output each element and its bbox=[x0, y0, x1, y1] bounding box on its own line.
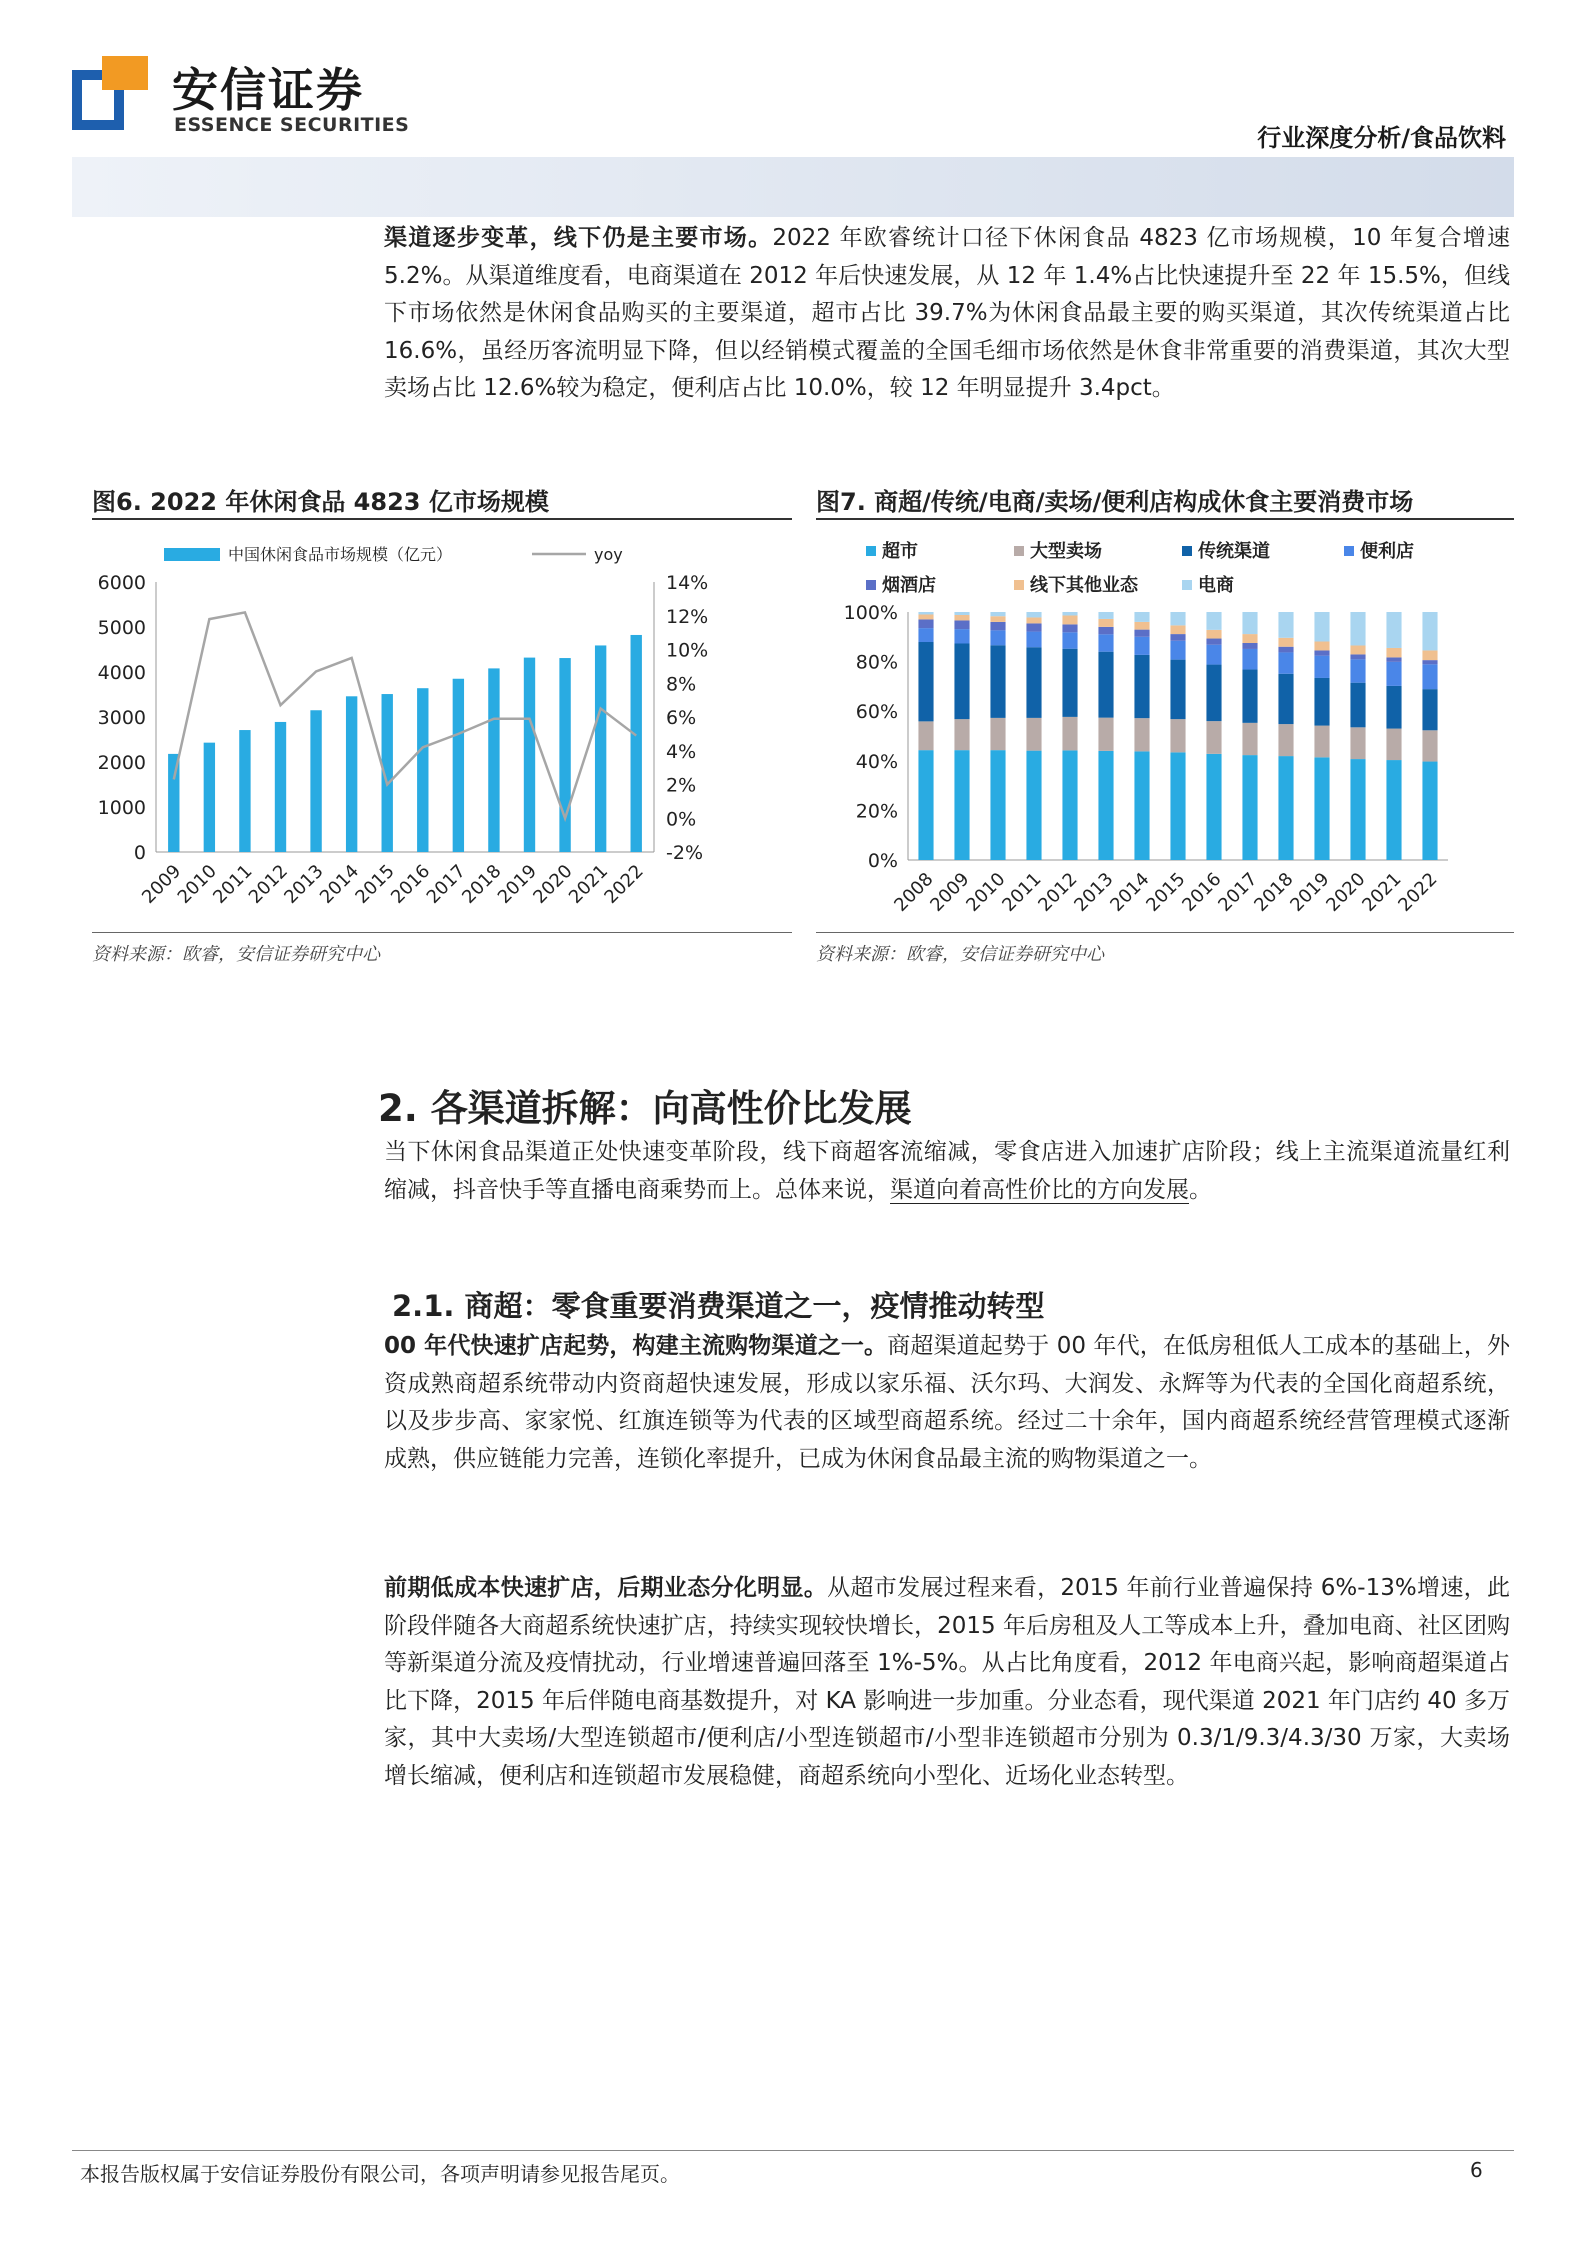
footer-disclaimer: 本报告版权属于安信证券股份有限公司，各项声明请参见报告尾页。 bbox=[80, 2162, 680, 2186]
stacked-segment-3 bbox=[1242, 670, 1257, 723]
right-axis-tick: 4% bbox=[666, 740, 697, 763]
section21-p1-body: 商超渠道起势于 00 年代，在低房租低人工成本的基础上，外资成熟商超系统带动内资商超快速发展，形成以家乐福、沃尔玛、大润发、永辉等为代表的全国化商超系统，以及步步高、家家悦、红旗连锁等为代表的区域型商超系统。经过二十余年，国内商超系统经营管理模式逐渐成熟，供应链能力完善，连锁化率提升，已成为休闲食品最主流的购物渠道之一。 bbox=[384, 1333, 1511, 1472]
stacked-segment-4 bbox=[954, 629, 969, 643]
y-axis-tick: 100% bbox=[843, 602, 898, 624]
section21-p1-lead: 00 年代快速扩店起势，构建主流购物渠道之一。 bbox=[384, 1333, 888, 1359]
figure6-bottom-rule bbox=[92, 932, 792, 933]
x-axis-tick: 2021 bbox=[564, 860, 613, 908]
figure7-top-rule bbox=[816, 518, 1514, 520]
left-axis-tick: 3000 bbox=[97, 707, 146, 729]
y-axis-tick: 20% bbox=[855, 800, 898, 823]
x-axis-tick: 2012 bbox=[244, 860, 293, 908]
right-axis-tick: 6% bbox=[666, 707, 697, 729]
x-axis-tick: 2020 bbox=[1322, 868, 1370, 916]
stacked-segment-4 bbox=[990, 630, 1005, 645]
left-axis-tick: 0 bbox=[133, 842, 146, 864]
left-axis-tick: 4000 bbox=[97, 662, 146, 684]
stacked-segment-4 bbox=[1206, 645, 1221, 665]
stacked-segment-6 bbox=[1314, 642, 1329, 651]
stacked-segment-2 bbox=[1026, 718, 1041, 751]
y-axis-tick: 80% bbox=[855, 651, 898, 674]
stacked-segment-2 bbox=[918, 721, 933, 750]
right-axis-tick: 0% bbox=[666, 808, 697, 831]
stacked-segment-1 bbox=[990, 750, 1005, 860]
x-axis-tick: 2009 bbox=[138, 860, 186, 908]
stacked-segment-2 bbox=[1170, 719, 1185, 752]
stacked-segment-2 bbox=[1278, 724, 1293, 756]
stacked-segment-1 bbox=[1314, 757, 1329, 860]
legend-swatch-5 bbox=[866, 580, 876, 590]
x-axis-tick: 2021 bbox=[1358, 868, 1406, 916]
y-axis-tick: 60% bbox=[855, 701, 898, 724]
x-axis-tick: 2008 bbox=[890, 868, 938, 916]
stacked-segment-7 bbox=[1170, 612, 1185, 625]
stacked-segment-6 bbox=[1026, 617, 1041, 623]
right-axis-tick: 14% bbox=[666, 572, 709, 594]
stacked-segment-6 bbox=[1350, 645, 1365, 654]
legend-swatch-6 bbox=[1014, 580, 1024, 590]
company-logo-english: ESSENCE SECURITIES bbox=[174, 114, 410, 136]
legend-swatch-market-size bbox=[164, 548, 220, 561]
left-axis-tick: 1000 bbox=[97, 797, 146, 819]
legend-label-market-size: 中国休闲食品市场规模（亿元） bbox=[228, 545, 453, 564]
section21-paragraph-2 bbox=[384, 1570, 1510, 1795]
legend-label-7: 电商 bbox=[1198, 575, 1234, 596]
stacked-segment-2 bbox=[1242, 723, 1257, 755]
stacked-segment-3 bbox=[1350, 683, 1365, 728]
section2-paragraph bbox=[384, 1134, 1510, 1209]
x-axis-tick: 2019 bbox=[493, 860, 542, 908]
stacked-segment-5 bbox=[1314, 650, 1329, 655]
x-axis-tick: 2010 bbox=[962, 868, 1010, 916]
stacked-segment-5 bbox=[990, 622, 1005, 630]
x-axis-tick: 2016 bbox=[1178, 868, 1226, 916]
stacked-segment-3 bbox=[954, 643, 969, 719]
stacked-segment-6 bbox=[1098, 619, 1113, 627]
stacked-segment-3 bbox=[918, 642, 933, 721]
stacked-segment-3 bbox=[1134, 655, 1149, 718]
section2-title: 2. 各渠道拆解：向高性价比发展 bbox=[378, 1087, 912, 1130]
legend-label-6: 线下其他业态 bbox=[1030, 575, 1138, 596]
report-type-label: 行业深度分析/食品饮料 bbox=[1257, 124, 1506, 152]
x-axis-tick: 2012 bbox=[1034, 868, 1082, 916]
stacked-segment-5 bbox=[1026, 623, 1041, 631]
legend-label-yoy: yoy bbox=[594, 545, 623, 564]
x-axis-tick: 2013 bbox=[280, 860, 328, 908]
stacked-segment-3 bbox=[1422, 689, 1437, 730]
stacked-segment-7 bbox=[1386, 612, 1401, 648]
stacked-segment-5 bbox=[1134, 630, 1149, 637]
intro-body: 2022 年欧睿统计口径下休闲食品 4823 亿市场规模，10 年复合增速 5.2%。从渠道维度看，电商渠道在 2012 年后快速发展，从 12 年 1.4%占比快速提升至 22 年 15.5%，但线下市场依然是休闲食品购买的主要渠道，超市占比 39.7%为休闲食品最主要的购买渠道，其次传统渠道占比 16.6%，虽经历客流明显下降，但以经销模式覆盖的全国毛细市场依然是休食非常重要的消费渠道，其次大型卖场占比 12.6%较为稳定，便利店占比 10.0%，较 12 年明显提升 3.4pct。 bbox=[384, 225, 1511, 401]
x-axis-tick: 2016 bbox=[387, 860, 435, 908]
stacked-segment-7 bbox=[990, 612, 1005, 616]
page-number: 6 bbox=[1470, 2158, 1483, 2182]
company-logo-text: 安信证券 bbox=[172, 63, 364, 117]
stacked-segment-7 bbox=[1422, 612, 1437, 650]
x-axis-tick: 2015 bbox=[351, 860, 399, 908]
stacked-segment-6 bbox=[1386, 648, 1401, 657]
figure7-bottom-rule bbox=[816, 932, 1514, 933]
legend-swatch-7 bbox=[1182, 580, 1192, 590]
stacked-segment-7 bbox=[1098, 612, 1113, 619]
stacked-segment-4 bbox=[1098, 634, 1113, 651]
stacked-segment-5 bbox=[1206, 639, 1221, 645]
figure6-top-rule bbox=[92, 518, 792, 520]
stacked-segment-1 bbox=[918, 750, 933, 860]
market-size-bar bbox=[524, 658, 535, 852]
stacked-segment-2 bbox=[1062, 717, 1077, 750]
stacked-segment-6 bbox=[918, 614, 933, 619]
stacked-segment-7 bbox=[1314, 612, 1329, 642]
stacked-segment-2 bbox=[954, 719, 969, 750]
right-axis-tick: 10% bbox=[666, 639, 709, 662]
stacked-segment-2 bbox=[990, 718, 1005, 750]
legend-label-2: 大型卖场 bbox=[1030, 541, 1102, 562]
company-logo-mark bbox=[72, 56, 148, 140]
section2-text-end: 。 bbox=[1189, 1176, 1212, 1203]
stacked-segment-1 bbox=[1422, 762, 1437, 860]
stacked-segment-7 bbox=[1206, 612, 1221, 630]
stacked-segment-1 bbox=[1350, 759, 1365, 860]
stacked-segment-1 bbox=[1170, 752, 1185, 860]
market-size-bar bbox=[204, 743, 215, 852]
stacked-segment-5 bbox=[1422, 660, 1437, 664]
stacked-segment-5 bbox=[918, 619, 933, 628]
stacked-segment-3 bbox=[1206, 665, 1221, 722]
stacked-segment-5 bbox=[1098, 627, 1113, 634]
stacked-segment-7 bbox=[918, 612, 933, 614]
intro-paragraph bbox=[384, 220, 1510, 408]
x-axis-tick: 2010 bbox=[173, 860, 221, 908]
x-axis-tick: 2017 bbox=[422, 860, 470, 908]
stacked-segment-6 bbox=[1422, 650, 1437, 660]
figure6-source: 资料来源：欧睿，安信证券研究中心 bbox=[92, 944, 380, 965]
stacked-segment-3 bbox=[1062, 649, 1077, 717]
stacked-segment-1 bbox=[1386, 760, 1401, 860]
stacked-segment-2 bbox=[1350, 727, 1365, 759]
stacked-segment-6 bbox=[1170, 625, 1185, 634]
stacked-segment-2 bbox=[1386, 729, 1401, 760]
stacked-segment-2 bbox=[1134, 718, 1149, 751]
stacked-segment-3 bbox=[1314, 678, 1329, 726]
stacked-segment-6 bbox=[990, 616, 1005, 622]
section2-text: 当下休闲食品渠道正处快速变革阶段，线下商超客流缩减，零食店进入加速扩店阶段；线上主流渠道流量红利缩减，抖音快手等直播电商乘势而上。总体来说， bbox=[384, 1139, 1510, 1203]
stacked-segment-3 bbox=[1386, 686, 1401, 729]
x-axis-tick: 2013 bbox=[1070, 868, 1118, 916]
x-axis-tick: 2022 bbox=[1394, 868, 1442, 916]
left-axis-tick: 2000 bbox=[97, 752, 146, 774]
stacked-segment-3 bbox=[1278, 674, 1293, 724]
stacked-segment-5 bbox=[1350, 654, 1365, 659]
stacked-segment-7 bbox=[1350, 612, 1365, 645]
market-size-bar bbox=[310, 710, 321, 852]
stacked-segment-5 bbox=[954, 620, 969, 629]
footer-rule bbox=[72, 2150, 1514, 2151]
stacked-segment-2 bbox=[1314, 726, 1329, 758]
legend-label-4: 便利店 bbox=[1360, 541, 1414, 562]
stacked-segment-6 bbox=[954, 615, 969, 620]
left-axis-tick: 5000 bbox=[97, 617, 146, 639]
stacked-segment-4 bbox=[1314, 656, 1329, 678]
market-size-bar bbox=[239, 730, 250, 852]
market-size-bar bbox=[417, 688, 428, 852]
stacked-segment-5 bbox=[1278, 647, 1293, 653]
legend-label-1: 超市 bbox=[882, 541, 918, 562]
stacked-segment-3 bbox=[1026, 647, 1041, 718]
stacked-segment-4 bbox=[1134, 637, 1149, 655]
stacked-segment-5 bbox=[1170, 634, 1185, 641]
stacked-segment-1 bbox=[1062, 750, 1077, 860]
stacked-segment-7 bbox=[1278, 612, 1293, 638]
right-axis-tick: -2% bbox=[666, 842, 703, 864]
section21-title: 2.1. 商超：零食重要消费渠道之一，疫情推动转型 bbox=[392, 1289, 1045, 1323]
stacked-segment-1 bbox=[954, 750, 969, 860]
right-axis-tick: 12% bbox=[666, 605, 709, 628]
market-size-bar bbox=[275, 722, 286, 852]
x-axis-tick: 2018 bbox=[458, 860, 506, 908]
x-axis-tick: 2019 bbox=[1286, 868, 1334, 916]
stacked-segment-7 bbox=[954, 612, 969, 615]
legend-label-3: 传统渠道 bbox=[1198, 541, 1270, 562]
stacked-segment-5 bbox=[1386, 657, 1401, 661]
stacked-segment-2 bbox=[1206, 721, 1221, 754]
stacked-segment-4 bbox=[918, 628, 933, 642]
stacked-segment-5 bbox=[1242, 643, 1257, 649]
stacked-segment-3 bbox=[1170, 660, 1185, 720]
market-size-bar bbox=[488, 668, 499, 852]
stacked-segment-4 bbox=[1026, 632, 1041, 648]
market-size-bar bbox=[631, 635, 642, 852]
stacked-segment-1 bbox=[1026, 751, 1041, 860]
legend-swatch-1 bbox=[866, 546, 876, 556]
stacked-segment-1 bbox=[1134, 751, 1149, 860]
stacked-segment-6 bbox=[1206, 630, 1221, 639]
stacked-segment-3 bbox=[990, 645, 1005, 718]
figure7-title: 图7. 商超/传统/电商/卖场/便利店构成休食主要消费市场 bbox=[816, 488, 1414, 516]
stacked-segment-1 bbox=[1098, 751, 1113, 860]
x-axis-tick: 2018 bbox=[1250, 868, 1298, 916]
market-size-bar bbox=[595, 645, 606, 852]
x-axis-tick: 2017 bbox=[1214, 868, 1262, 916]
stacked-segment-6 bbox=[1278, 638, 1293, 647]
figure6-chart bbox=[92, 522, 792, 930]
stacked-segment-1 bbox=[1206, 754, 1221, 860]
stacked-segment-2 bbox=[1098, 718, 1113, 751]
x-axis-tick: 2020 bbox=[529, 860, 577, 908]
stacked-segment-7 bbox=[1242, 612, 1257, 634]
header-band bbox=[72, 157, 1514, 217]
x-axis-tick: 2011 bbox=[209, 860, 257, 908]
section21-paragraph-1 bbox=[384, 1328, 1510, 1478]
stacked-segment-4 bbox=[1422, 664, 1437, 689]
stacked-segment-7 bbox=[1134, 612, 1149, 622]
section21-p2-lead: 前期低成本快速扩店，后期业态分化明显。 bbox=[384, 1575, 828, 1601]
market-size-bar bbox=[453, 679, 464, 852]
market-size-bar bbox=[168, 754, 179, 852]
x-axis-tick: 2011 bbox=[998, 868, 1046, 916]
legend-swatch-3 bbox=[1182, 546, 1192, 556]
stacked-segment-3 bbox=[1098, 652, 1113, 718]
x-axis-tick: 2015 bbox=[1142, 868, 1190, 916]
right-axis-tick: 2% bbox=[666, 774, 697, 797]
y-axis-tick: 40% bbox=[855, 750, 898, 773]
right-axis-tick: 8% bbox=[666, 673, 697, 696]
section2-underlined-text: 渠道向着高性价比的方向发展 bbox=[890, 1176, 1189, 1203]
figure7-source: 资料来源：欧睿，安信证券研究中心 bbox=[816, 944, 1104, 965]
stacked-segment-1 bbox=[1278, 756, 1293, 860]
x-axis-tick: 2014 bbox=[1106, 868, 1154, 916]
x-axis-tick: 2022 bbox=[600, 860, 648, 908]
stacked-segment-7 bbox=[1062, 612, 1077, 615]
stacked-segment-4 bbox=[1350, 659, 1365, 682]
stacked-segment-6 bbox=[1242, 634, 1257, 643]
stacked-segment-1 bbox=[1242, 755, 1257, 860]
stacked-segment-4 bbox=[1062, 632, 1077, 648]
stacked-segment-4 bbox=[1386, 662, 1401, 686]
figure7-chart bbox=[816, 522, 1514, 930]
stacked-segment-4 bbox=[1170, 641, 1185, 660]
stacked-segment-4 bbox=[1278, 652, 1293, 673]
y-axis-tick: 0% bbox=[867, 850, 898, 872]
x-axis-tick: 2014 bbox=[315, 860, 364, 908]
stacked-segment-2 bbox=[1422, 730, 1437, 761]
stacked-segment-6 bbox=[1134, 622, 1149, 630]
section21-p2-body: 从超市发展过程来看，2015 年前行业普遍保持 6%-13%增速，此阶段伴随各大商超系统快速扩店，持续实现较快增长，2015 年后房租及人工等成本上升，叠加电商、社区团购等新渠道分流及疫情扰动，行业增速普遍回落至 1%-5%。从占比角度看，2012 年电商兴起，影响商超渠道占比下降，2015 年后伴随电商基数提升，对 KA 影响进一步加重。分业态看，现代渠道 2021 年门店约 40 多万家，其中大卖场/大型连锁超市/便利店/小型连锁超市/小型非连锁超市分别为 0.3/1/9.3/4.3/30 万家，大卖场增长缩减，便利店和连锁超市发展稳健，商超系统向小型化、近场化业态转型。 bbox=[384, 1575, 1510, 1789]
market-size-bar bbox=[559, 658, 570, 852]
stacked-segment-6 bbox=[1062, 615, 1077, 624]
stacked-segment-5 bbox=[1062, 624, 1077, 632]
legend-swatch-4 bbox=[1344, 546, 1354, 556]
figure6-title: 图6. 2022 年休闲食品 4823 亿市场规模 bbox=[92, 488, 549, 516]
stacked-segment-4 bbox=[1242, 649, 1257, 670]
market-size-bar bbox=[346, 696, 357, 852]
x-axis-tick: 2009 bbox=[926, 868, 974, 916]
intro-lead: 渠道逐步变革，线下仍是主要市场。 bbox=[384, 225, 773, 251]
stacked-segment-7 bbox=[1026, 612, 1041, 617]
legend-swatch-2 bbox=[1014, 546, 1024, 556]
left-axis-tick: 6000 bbox=[97, 572, 146, 594]
legend-label-5: 烟酒店 bbox=[882, 575, 936, 596]
